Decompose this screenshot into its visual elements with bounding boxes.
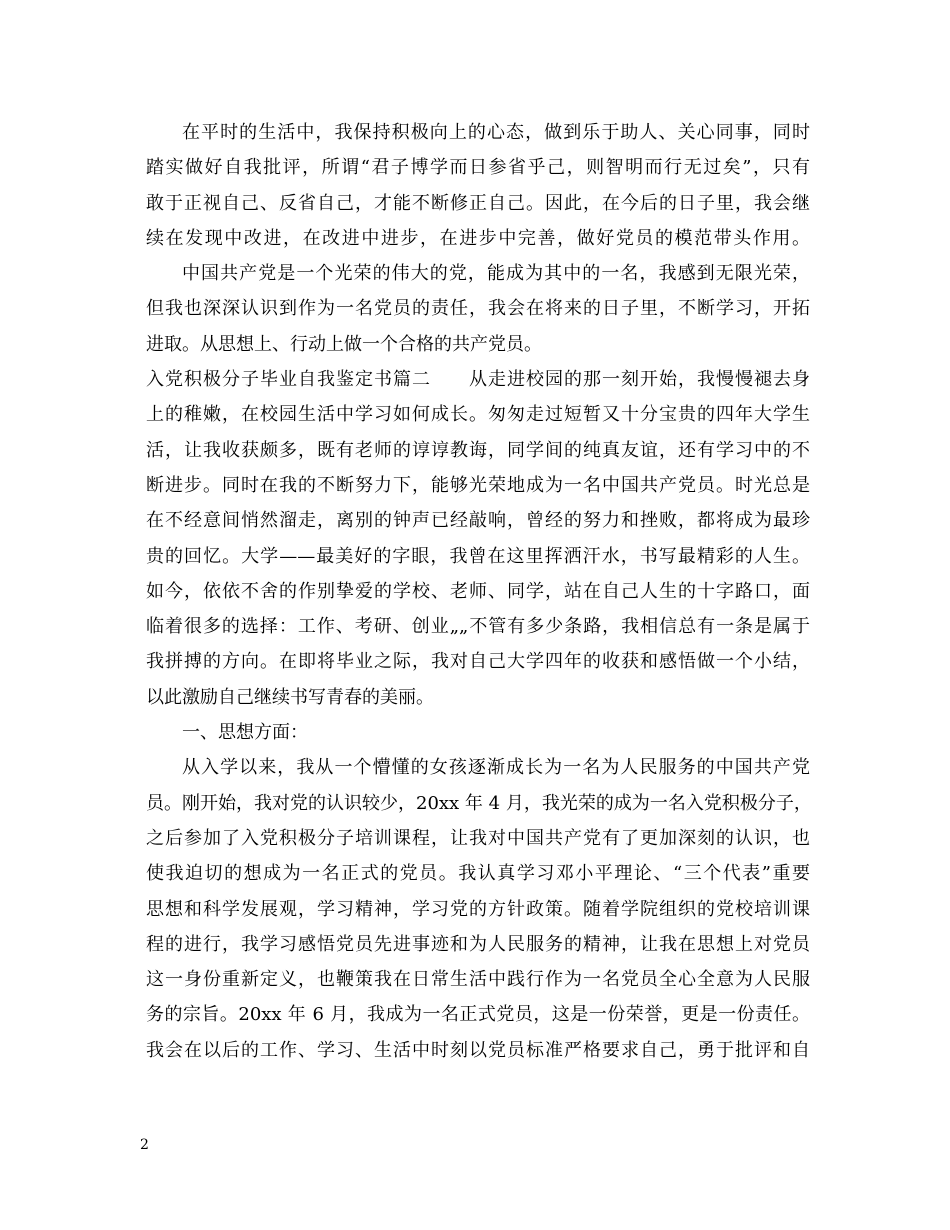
page-number: 2 — [140, 1137, 149, 1153]
text-line: 临着很多的选择：工作、考研、创业„„不管有多少条路，我相信总有一条是属于 — [146, 616, 810, 638]
text-line: 踏实做好自我批评，所谓“君子博学而日参省乎己，则智明而行无过矣”，只有 — [146, 157, 810, 179]
text-line: 敢于正视自己、反省自己，才能不断修正自己。因此，在今后的日子里，我会继 — [146, 192, 810, 214]
text-line: 在平时的生活中，我保持积极向上的心态，做到乐于助人、关心同事，同时 — [182, 122, 810, 143]
text-line: 进取。从思想上、行动上做一个合格的共产党员。 — [146, 333, 542, 355]
text-line: 这一身份重新定义，也鞭策我在日常生活中践行作为一名党员全心全意为人民服 — [146, 969, 810, 991]
text-line: 务的宗旨。20xx 年 6 月，我成为一名正式党员，这是一份荣誉，更是一份责任。 — [146, 1004, 810, 1026]
text-line: 从入学以来，我从一个懵懂的女孩逐渐成长为一名为人民服务的中国共产党 — [182, 757, 810, 779]
text-line: 贵的回忆。大学——最美好的字眼，我曾在这里挥洒汗水，书写最精彩的人生。 — [146, 545, 810, 567]
text-line: 上的稚嫩，在校园生活中学习如何成长。匆匆走过短暂又十分宝贵的四年大学生 — [146, 404, 810, 426]
text-line: 员。刚开始，我对党的认识较少，20xx 年 4 月，我光荣的成为一名入党积极分子， — [146, 792, 812, 814]
section-heading: 一、思想方面： — [182, 722, 308, 744]
text-line: 思想和科学发展观，学习精神，学习党的方针政策。随着学院组织的党校培训课 — [146, 898, 810, 920]
text-line: 我拼搏的方向。在即将毕业之际，我对自己大学四年的收获和感悟做一个小结， — [146, 651, 810, 673]
text-line: 但我也深深认识到作为一名党员的责任，我会在将来的日子里，不断学习，开拓 — [146, 298, 810, 320]
text-line: 续在发现中改进，在改进中进步，在进步中完善，做好党员的模范带头作用。 — [146, 227, 810, 249]
text-line: 以此激励自己继续书写青春的美丽。 — [146, 686, 434, 708]
text-line: 入党积极分子毕业自我鉴定书篇二 从走进校园的那一刻开始，我慢慢褪去身 — [146, 369, 810, 391]
text-line: 活，让我收获颇多，既有老师的谆谆教诲，同学间的纯真友谊，还有学习中的不 — [146, 439, 810, 461]
text-line: 之后参加了入党积极分子培训课程，让我对中国共产党有了更加深刻的认识，也 — [146, 827, 810, 849]
text-line: 中国共产党是一个光荣的伟大的党，能成为其中的一名，我感到无限光荣， — [182, 263, 810, 285]
text-line: 如今，依依不舍的作别挚爱的学校、老师、同学，站在自己人生的十字路口，面 — [146, 580, 810, 602]
text-line: 使我迫切的想成为一名正式的党员。我认真学习邓小平理论、“三个代表”重要 — [146, 863, 810, 885]
text-line: 在不经意间悄然溜走，离别的钟声已经敲响，曾经的努力和挫败，都将成为最珍 — [146, 510, 810, 532]
text-line: 断进步。同时在我的不断努力下，能够光荣地成为一名中国共产党员。时光总是 — [146, 474, 810, 496]
body-text — [146, 115, 810, 1068]
text-line: 我会在以后的工作、学习、生活中时刻以党员标准严格要求自己，勇于批评和自 — [146, 1039, 810, 1061]
text-line: 程的进行，我学习感悟党员先进事迹和为人民服务的精神，让我在思想上对党员 — [146, 933, 810, 955]
